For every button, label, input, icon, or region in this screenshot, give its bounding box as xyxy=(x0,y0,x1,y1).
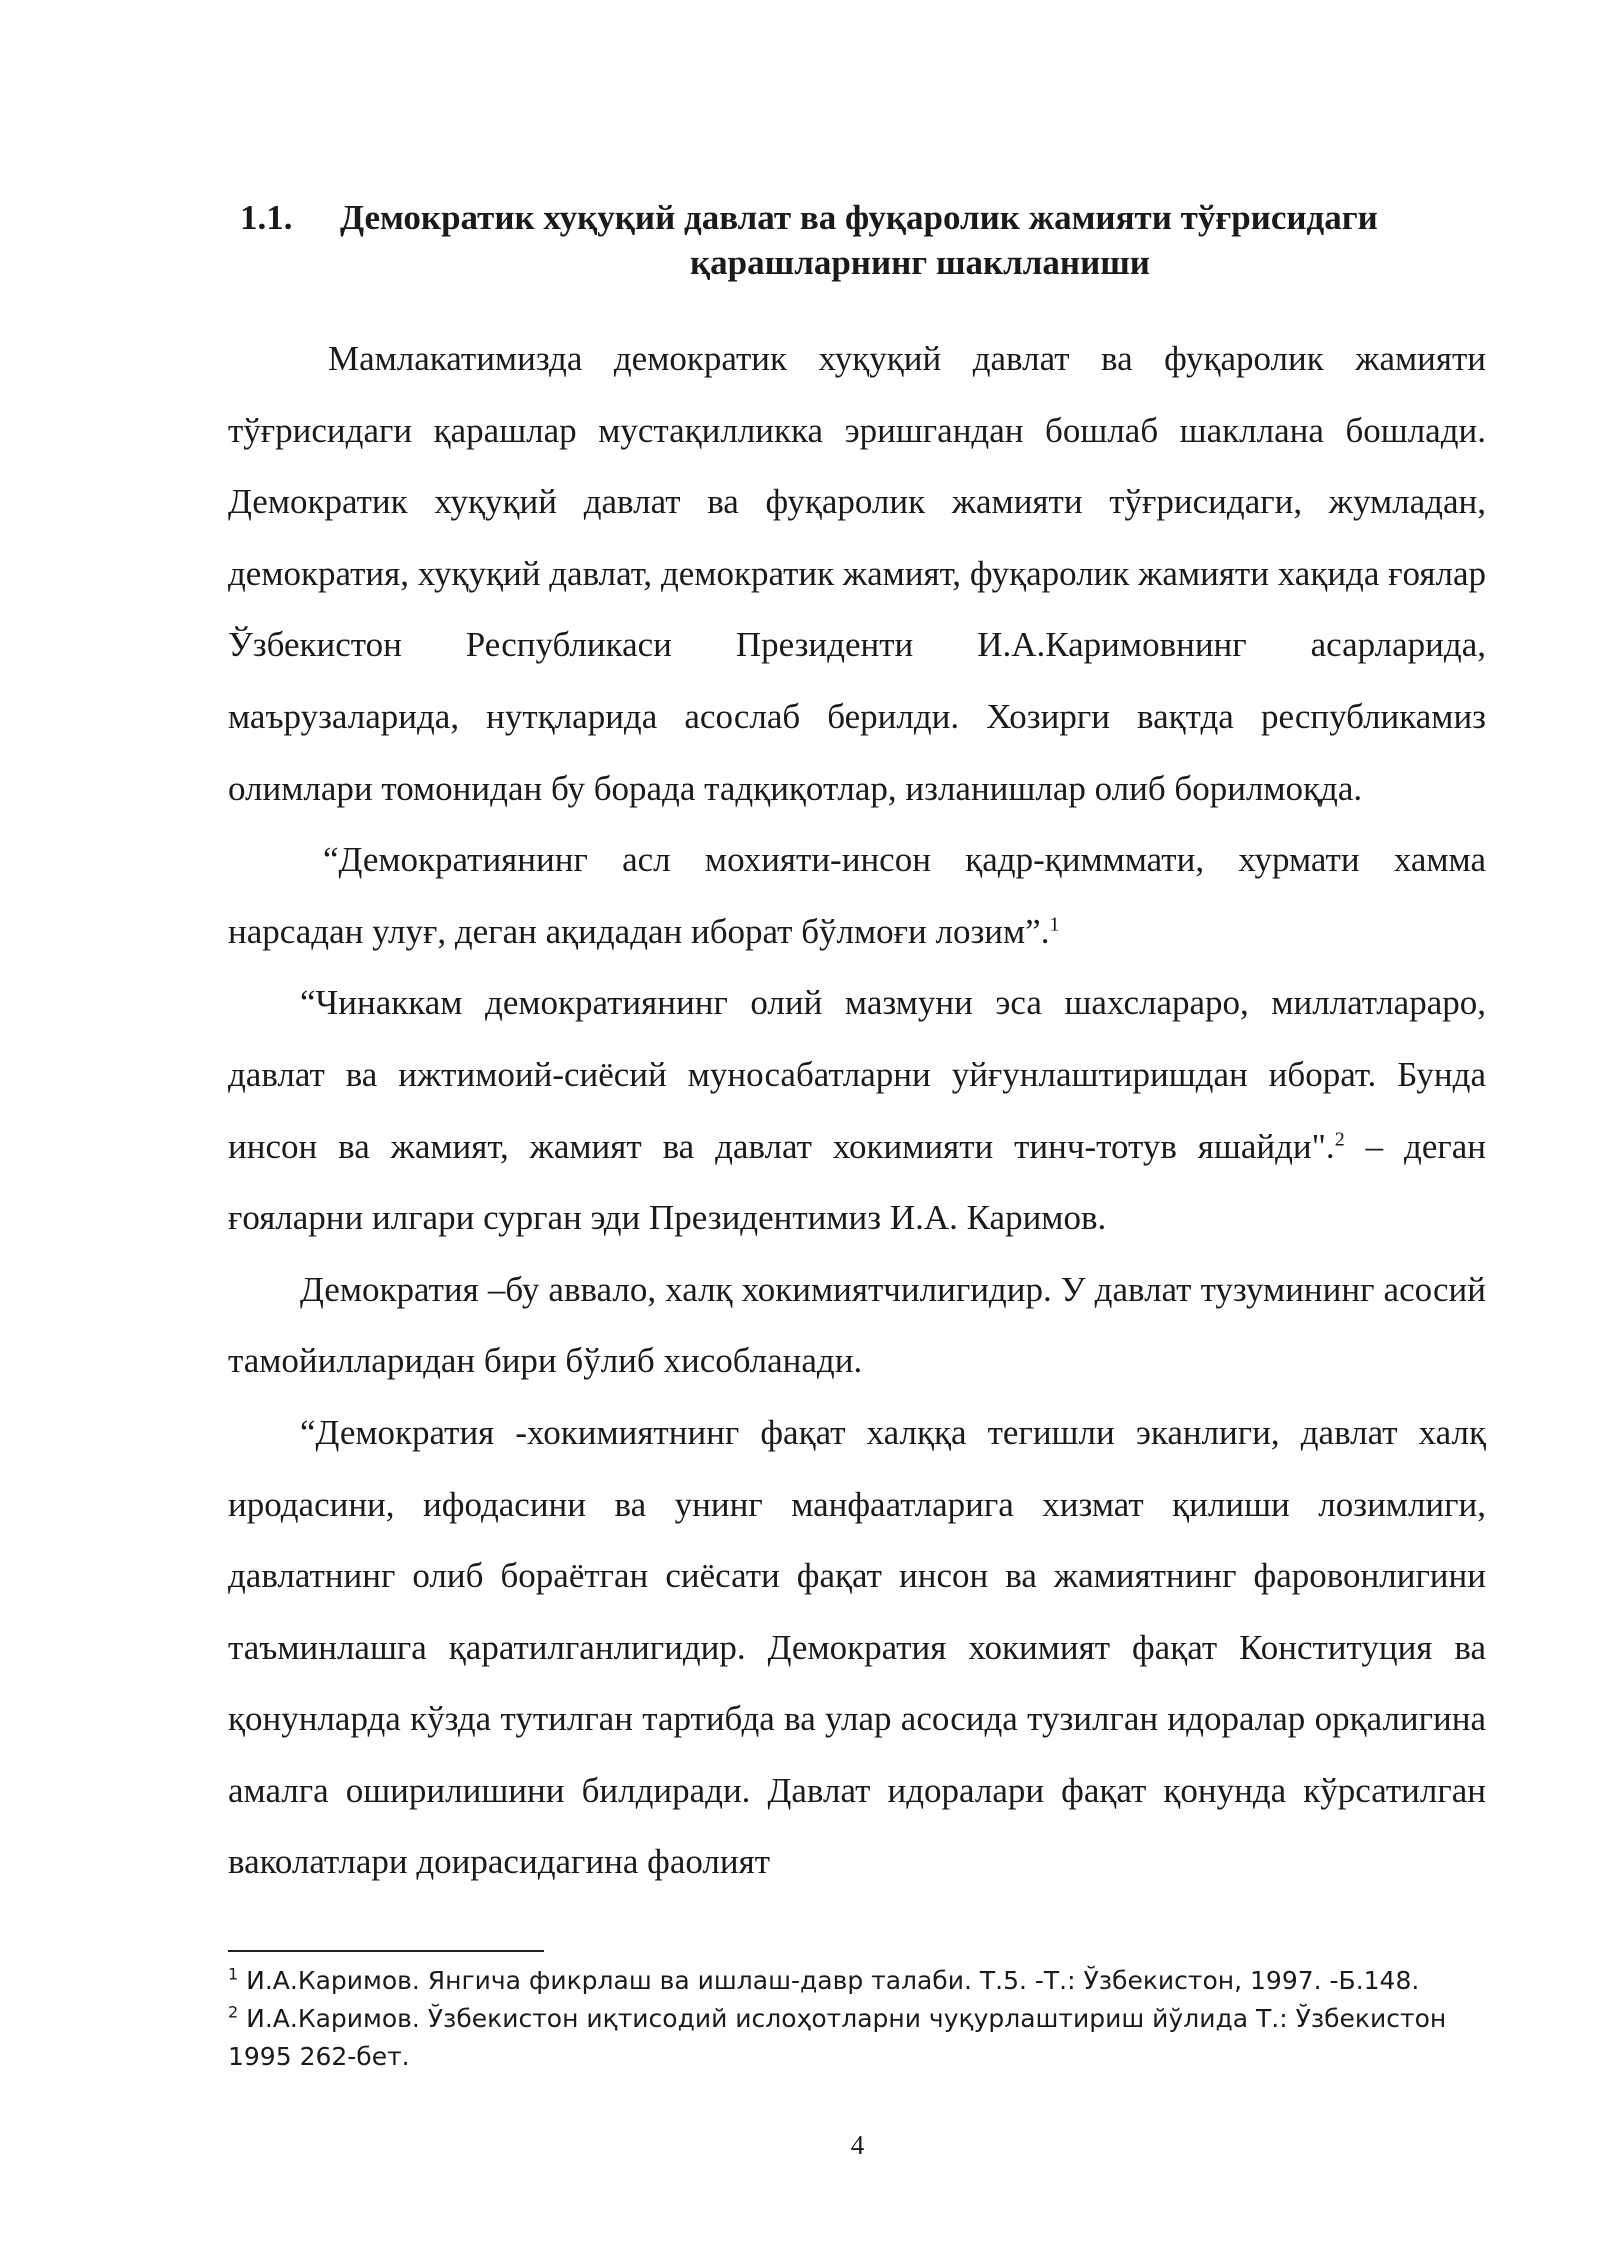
paragraph-2-text: “Демократиянинг асл мохияти-инсон қадр-қимммати, хурмати хамма нарсадан улуғ, деган ақидадан иборат бўлмоғи лозим”. xyxy=(228,840,1486,951)
section-number: 1.1. xyxy=(240,198,293,237)
paragraph-1-text: Мамлакатимизда демократик хуқуқий давлат ва фуқаролик жамияти тўғрисидаги қарашлар мустақилликка эришгандан бошлаб шакллана бошлади. Демократик хуқуқий давлат ва фуқаролик жамияти тўғрисидаги, жумладан, демократия, хуқуқий давлат, демократик жамият, фуқаролик жамияти хақида ғоялар Ўзбекистон Республикаси Президенти И.А.Каримовнинг асарларида, маърузаларида, нутқларида асослаб берилди. Хозирги вақтда республикамиз олимлари томонидан бу борада тадқиқотлар, изланишлар олиб борилмоқда. xyxy=(228,339,1486,808)
footnote-2-mark: 2 xyxy=(228,2002,239,2022)
paragraph-1 xyxy=(228,323,1486,824)
paragraph-4 xyxy=(228,1254,1486,1397)
paragraph-4-text: Демократия –бу аввало, халқ хокимиятчилигидир. У давлат тузумининг асосий тамойилларидан бири бўлиб хисобланади. xyxy=(228,1269,1486,1381)
page-number: 4 xyxy=(850,2130,865,2160)
paragraph-3 xyxy=(228,967,1486,1253)
section-title-line-1: Демократик хуқуқий давлат ва фуқаролик жамияти тўғрисидаги xyxy=(340,198,1378,237)
paragraph-3-attribution: – деган ғояларни илгари сурган эди Президентимиз И.А. Каримов. xyxy=(228,1126,1486,1238)
footnote-1-mark: 1 xyxy=(228,1964,239,1984)
footnote-separator xyxy=(228,1950,544,1952)
footnote-ref-1[interactable]: 1 xyxy=(1049,913,1060,936)
paragraph-3-text: “Чинаккам демократиянинг олий мазмуни эса шахсларaро, миллатлараро, давлат ва ижтимоий-сиёсий муносабатларни уйғунлаштиришдан иборат. Бунда инсон ва жамият, жамият ва давлат хокимияти тинч-тотув яшайди". xyxy=(228,983,1486,1166)
footnote-1 xyxy=(228,1962,1486,2000)
footnote-2-text: И.А.Каримов. Ўзбекистон иқтисодий ислоҳотларни чуқурлаштириш йўлида Т.: Ўзбекистон 1995 262-бет. xyxy=(228,2004,1447,2071)
paragraph-2 xyxy=(228,824,1486,967)
body-text xyxy=(228,323,1486,1898)
section-title-line-2: қарашларнинг шаклланиши xyxy=(690,243,1150,282)
footnote-1-text: И.А.Каримов. Янгича фикрлаш ва ишлаш-давр талаби. Т.5. -Т.: Ўзбекистон, 1997. -Б.148. xyxy=(246,1966,1420,1995)
paragraph-5 xyxy=(228,1397,1486,1898)
section-heading xyxy=(240,195,1500,285)
paragraph-5-text: “Демократия -хокимиятнинг фақат халққа тегишли эканлиги, давлат халқ иродасини, ифодасини ва унинг манфаатларига хизмат қилиши лозимлиги, давлатнинг олиб бораётган сиёсати фақат инсон ва жамиятнинг фаровонлигини таъминлашга қаратилганлигидир. Демократия хокимият фақат Конституция ва қонунларда кўзда тутилган тартибда ва улар асосида тузилган идоралар орқалигина амалга оширилишини билдиради. Давлат идоралари фақат қонунда кўрсатилган ваколатлари доирасидагина фаолият xyxy=(228,1412,1486,1882)
footnote-2 xyxy=(228,2000,1486,2076)
footnote-ref-2[interactable]: 2 xyxy=(1334,1127,1345,1150)
footnotes xyxy=(228,1962,1486,2076)
